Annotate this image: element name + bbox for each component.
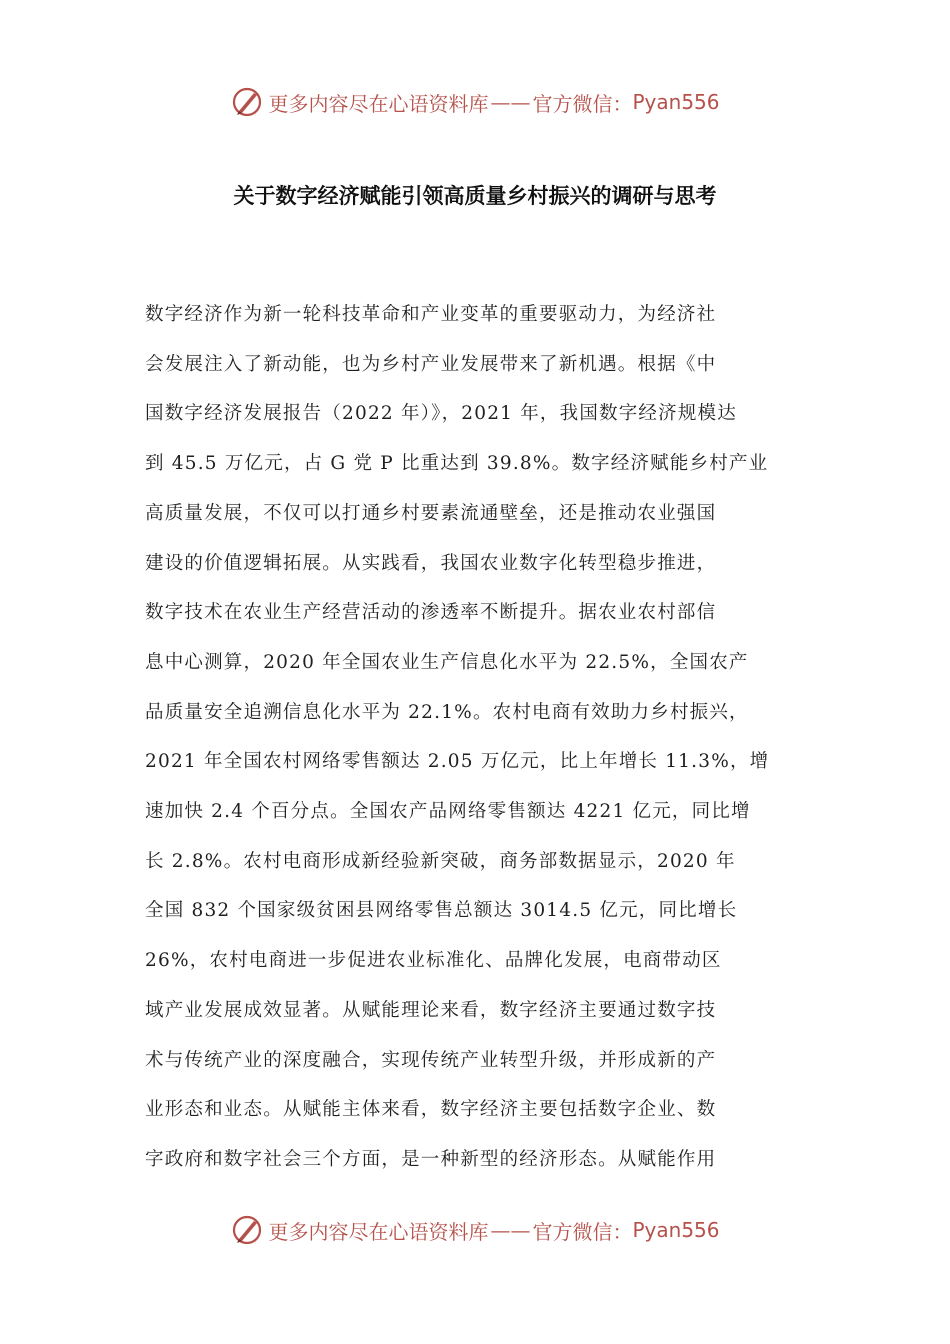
watermark-wechat-id: Pyan556 (632, 90, 720, 114)
body-line: 国数字经济发展报告（2022 年）》，2021 年，我国数字经济规模达 (145, 403, 737, 425)
body-line: 数字经济作为新一轮科技革命和产业变革的重要驱动力，为经济社 (145, 304, 717, 325)
watermark-label: 官方微信： (532, 1219, 633, 1244)
body-line: 26%，农村电商进一步促进农业标准化、品牌化发展，电商带动区 (145, 950, 722, 972)
body-line: 息中心测算，2020 年全国农业生产信息化水平为 22.5%，全国农产 (145, 651, 749, 673)
watermark-text: 更多内容尽在心语资料库 (268, 91, 489, 116)
pen-logo-icon (230, 85, 264, 119)
watermark-dash: —— (490, 1218, 531, 1242)
document-title: 关于数字经济赋能引领高质量乡村振兴的调研与思考 (233, 184, 717, 208)
watermark-wechat-id: Pyan556 (632, 1218, 720, 1242)
watermark-label: 官方微信： (532, 91, 633, 116)
body-line: 到 45.5 万亿元，占 G 党 P 比重达到 39.8%。数字经济赋能乡村产业 (145, 453, 769, 475)
body-line: 高质量发展，不仅可以打通乡村要素流通壁垒，还是推动农业强国 (145, 502, 717, 524)
watermark-banner-top (0, 82, 950, 122)
body-line: 术与传统产业的深度融合，实现传统产业转型升级，并形成新的产 (145, 1049, 717, 1071)
body-line: 2021 年全国农村网络零售额达 2.05 万亿元，比上年增长 11.3%，增 (145, 751, 770, 773)
body-line: 品质量安全追溯信息化水平为 22.1%。农村电商有效助力乡村振兴， (145, 701, 749, 723)
pen-logo-icon (230, 1213, 264, 1247)
body-line: 会发展注入了新动能，也为乡村产业发展带来了新机遇。根据《中 (145, 353, 717, 375)
watermark-banner-bottom (0, 1210, 950, 1250)
body-line: 长 2.8%。农村电商形成新经验新突破，商务部数据显示，2020 年 (145, 850, 736, 872)
watermark-text: 更多内容尽在心语资料库 (268, 1219, 489, 1244)
document-body (145, 290, 805, 1185)
body-line: 全国 832 个国家级贫困县网络零售总额达 3014.5 亿元，同比增长 (145, 900, 738, 922)
body-line: 速加快 2.4 个百分点。全国农产品网络零售额达 4221 亿元，同比增 (145, 801, 751, 823)
body-line: 业形态和业态。从赋能主体来看，数字经济主要包括数字企业、数 (145, 1099, 717, 1121)
body-line: 数字技术在农业生产经营活动的渗透率不断提升。据农业农村部信 (145, 602, 717, 624)
body-line: 域产业发展成效显著。从赋能理论来看，数字经济主要通过数字技 (145, 999, 717, 1021)
watermark-dash: —— (490, 90, 531, 114)
body-line: 字政府和数字社会三个方面，是一种新型的经济形态。从赋能作用 (145, 1148, 717, 1170)
body-line: 建设的价值逻辑拓展。从实践看，我国农业数字化转型稳步推进， (145, 552, 717, 574)
